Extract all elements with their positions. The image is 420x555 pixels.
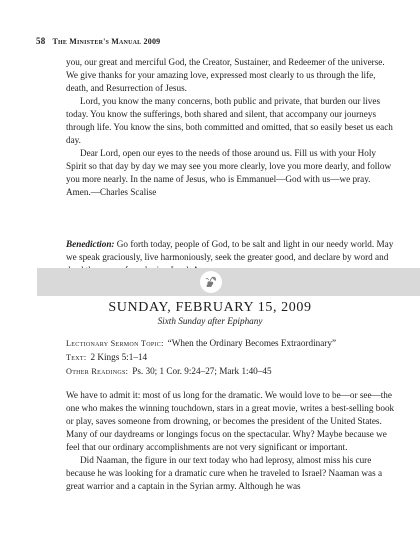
lectionary-text: [66, 351, 396, 365]
prayer-paragraph: Lord, you know the many concerns, both public and private, that burden our lives today. You know the sufferings, both shared and silent, that accompany our journeys through life. You know the sins, both committed and omitted, that so easily beset us each day.: [66, 96, 393, 146]
other-readings-label: Other Readings:: [66, 367, 129, 376]
prayer-paragraph: Dear Lord, open our eyes to the needs of those around us. Fill us with your Holy Spirit so that day by day we may see you more clearly, love you more dearly, and follow you more nearly. In the name of Jesus, who is Emmanuel—God with us—we pray. Amen.—Charles Scalise: [66, 148, 392, 198]
topic-label: Lectionary Sermon Topic:: [66, 339, 164, 348]
lectionary-other-readings: [66, 365, 396, 379]
topic-value: “When the Ordinary Becomes Extraordinary”: [167, 338, 337, 348]
section-divider-band: [37, 268, 420, 296]
sermon-paragraph: Did Naaman, the figure in our text today who had leprosy, almost miss his cure because he was looking for a dramatic cure when he traveled to Israel? Naaman was a great warrior and a captain in the Syrian army. Although he was: [66, 455, 383, 492]
running-head: [36, 36, 160, 46]
page-number: 58: [36, 36, 46, 46]
prayer-block: [66, 56, 396, 200]
text-value: 2 Kings 5:1–14: [90, 352, 148, 362]
text-label: Text:: [66, 353, 87, 362]
book-title: The Minister's Manual 2009: [52, 37, 161, 46]
sermon-paragraph: We have to admit it: most of us long for the dramatic. We would love to be—or see—the one who makes the winning touchdown, stars in a great movie, writes a best-selling book or play, saves someone from drowning, or becomes the president of the United States. Many of our daydreams or longings focus on the spectacular. Why? Maybe because we feel that our ordinary accomplishments are not very significant or important.: [66, 390, 395, 453]
benediction-label: Benediction:: [66, 239, 115, 249]
lectionary-topic: [66, 337, 396, 351]
section-subheading: Sixth Sunday after Epiphany: [157, 316, 263, 326]
section-heading: SUNDAY, FEBRUARY 15, 2009: [108, 300, 312, 315]
other-readings-value: Ps. 30; 1 Cor. 9:24–27; Mark 1:40–45: [132, 366, 272, 376]
sermon-block: [66, 389, 396, 493]
prayer-paragraph: you, our great and merciful God, the Creator, Sustainer, and Redeemer of the universe. We give thanks for your amazing love, expressed most clearly to us through the life, death, and Resurrection of Jesus.: [66, 57, 385, 94]
grapevine-icon: [203, 274, 219, 290]
benediction-text: Go forth today, people of God, to be salt and light in our needy world. May we speak graciously, live harmoniously, seek the greater good, and declare by word and: [66, 239, 394, 263]
grapevine-emblem-icon: [200, 271, 222, 293]
